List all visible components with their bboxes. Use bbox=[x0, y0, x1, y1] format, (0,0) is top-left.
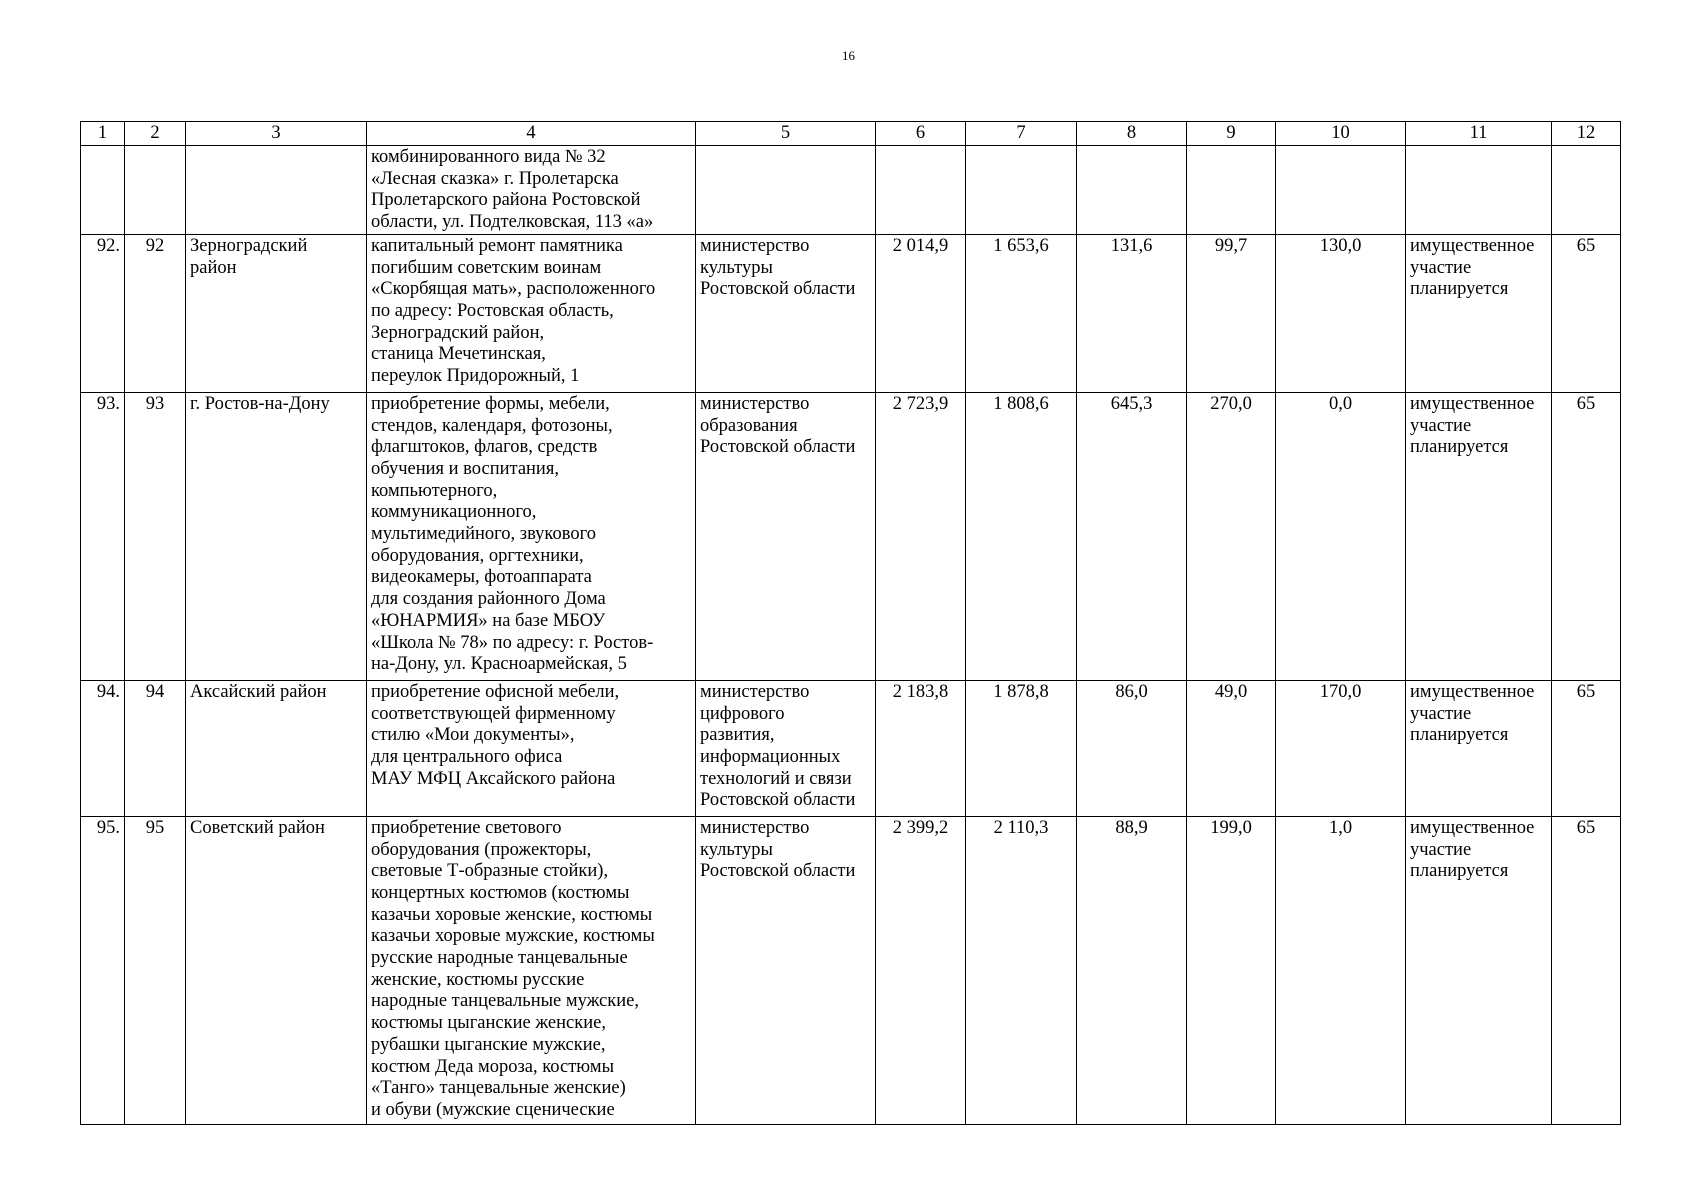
description-cell: капитальный ремонт памятника погибшим советским воинам «Скорбящая мать», расположенного по адресу: Ростовская область, Зерноградский район, станица Мечетинская, переулок Придорожный, 1 bbox=[367, 234, 696, 392]
column-header: 2 bbox=[125, 122, 186, 146]
value-cell-6: 2 399,2 bbox=[876, 816, 966, 1124]
district-cell: Советский район bbox=[186, 816, 367, 1124]
data-table bbox=[80, 121, 1621, 1125]
row-index-cell: 94. bbox=[81, 680, 125, 816]
value-cell-9: 270,0 bbox=[1187, 392, 1276, 680]
value-cell-12: 65 bbox=[1552, 816, 1621, 1124]
value-cell-6 bbox=[876, 146, 966, 235]
value-cell-12: 65 bbox=[1552, 680, 1621, 816]
value-cell-6: 2 723,9 bbox=[876, 392, 966, 680]
value-cell-8: 645,3 bbox=[1077, 392, 1187, 680]
column-header: 5 bbox=[696, 122, 876, 146]
ministry-cell: министерство образования Ростовской области bbox=[696, 392, 876, 680]
status-cell: имущественное участие планируется bbox=[1406, 234, 1552, 392]
value-cell-9: 199,0 bbox=[1187, 816, 1276, 1124]
row-index-cell: 93. bbox=[81, 392, 125, 680]
value-cell-12 bbox=[1552, 146, 1621, 235]
description-cell: приобретение офисной мебели, соответствующей фирменному стилю «Мои документы», для центрального офиса МАУ МФЦ Аксайского района bbox=[367, 680, 696, 816]
district-cell: Аксайский район bbox=[186, 680, 367, 816]
table-row bbox=[81, 146, 1621, 235]
value-cell-8: 131,6 bbox=[1077, 234, 1187, 392]
table-row bbox=[81, 392, 1621, 680]
value-cell-10: 130,0 bbox=[1276, 234, 1406, 392]
value-cell-7: 1 653,6 bbox=[966, 234, 1077, 392]
status-cell: имущественное участие планируется bbox=[1406, 816, 1552, 1124]
value-cell-9 bbox=[1187, 146, 1276, 235]
row-number-cell: 94 bbox=[125, 680, 186, 816]
column-header: 11 bbox=[1406, 122, 1552, 146]
row-number-cell bbox=[125, 146, 186, 235]
column-header: 3 bbox=[186, 122, 367, 146]
row-number-cell: 95 bbox=[125, 816, 186, 1124]
district-cell bbox=[186, 146, 367, 235]
value-cell-10: 1,0 bbox=[1276, 816, 1406, 1124]
table-row bbox=[81, 816, 1621, 1124]
value-cell-10: 0,0 bbox=[1276, 392, 1406, 680]
column-header: 7 bbox=[966, 122, 1077, 146]
column-header: 9 bbox=[1187, 122, 1276, 146]
value-cell-9: 99,7 bbox=[1187, 234, 1276, 392]
value-cell-10: 170,0 bbox=[1276, 680, 1406, 816]
value-cell-6: 2 183,8 bbox=[876, 680, 966, 816]
status-cell: имущественное участие планируется bbox=[1406, 680, 1552, 816]
value-cell-9: 49,0 bbox=[1187, 680, 1276, 816]
column-header: 8 bbox=[1077, 122, 1187, 146]
value-cell-6: 2 014,9 bbox=[876, 234, 966, 392]
value-cell-12: 65 bbox=[1552, 392, 1621, 680]
value-cell-10 bbox=[1276, 146, 1406, 235]
row-index-cell bbox=[81, 146, 125, 235]
description-cell: приобретение формы, мебели, стендов, календаря, фотозоны, флагштоков, флагов, средств обучения и воспитания, компьютерного, коммуникационного, мультимедийного, звукового оборудования, оргтехники, видеокамеры, фотоаппарата для создания районного Дома «ЮНАРМИЯ» на базе МБОУ «Школа № 78» по адресу: г. Ростов- на-Дону, ул. Красноармейская, 5 bbox=[367, 392, 696, 680]
column-header: 1 bbox=[81, 122, 125, 146]
ministry-cell bbox=[696, 146, 876, 235]
row-number-cell: 92 bbox=[125, 234, 186, 392]
value-cell-7: 1 878,8 bbox=[966, 680, 1077, 816]
column-header: 6 bbox=[876, 122, 966, 146]
column-header: 4 bbox=[367, 122, 696, 146]
column-header: 10 bbox=[1276, 122, 1406, 146]
value-cell-8: 86,0 bbox=[1077, 680, 1187, 816]
value-cell-7: 2 110,3 bbox=[966, 816, 1077, 1124]
district-cell: Зерноградский район bbox=[186, 234, 367, 392]
ministry-cell: министерство культуры Ростовской области bbox=[696, 234, 876, 392]
value-cell-7: 1 808,6 bbox=[966, 392, 1077, 680]
ministry-cell: министерство культуры Ростовской области bbox=[696, 816, 876, 1124]
status-cell bbox=[1406, 146, 1552, 235]
description-cell: приобретение светового оборудования (прожекторы, световые Т-образные стойки), концертных костюмов (костюмы казачьи хоровые женские, костюмы казачьи хоровые мужские, костюмы русские народные танцевальные женские, костюмы русские народные танцевальные мужские, костюмы цыганские женские, рубашки цыганские мужские, костюм Деда мороза, костюмы «Танго» танцевальные женские) и обуви (мужские сценические bbox=[367, 816, 696, 1124]
table-row bbox=[81, 234, 1621, 392]
value-cell-8 bbox=[1077, 146, 1187, 235]
page-number: 16 bbox=[842, 48, 855, 63]
column-header: 12 bbox=[1552, 122, 1621, 146]
value-cell-12: 65 bbox=[1552, 234, 1621, 392]
row-number-cell: 93 bbox=[125, 392, 186, 680]
column-number-row bbox=[81, 122, 1621, 146]
district-cell: г. Ростов-на-Дону bbox=[186, 392, 367, 680]
status-cell: имущественное участие планируется bbox=[1406, 392, 1552, 680]
description-cell: комбинированного вида № 32 «Лесная сказка» г. Пролетарска Пролетарского района Ростовской области, ул. Подтелковская, 113 «а» bbox=[367, 146, 696, 235]
value-cell-8: 88,9 bbox=[1077, 816, 1187, 1124]
table-row bbox=[81, 680, 1621, 816]
row-index-cell: 92. bbox=[81, 234, 125, 392]
ministry-cell: министерство цифрового развития, информационных технологий и связи Ростовской области bbox=[696, 680, 876, 816]
value-cell-7 bbox=[966, 146, 1077, 235]
row-index-cell: 95. bbox=[81, 816, 125, 1124]
